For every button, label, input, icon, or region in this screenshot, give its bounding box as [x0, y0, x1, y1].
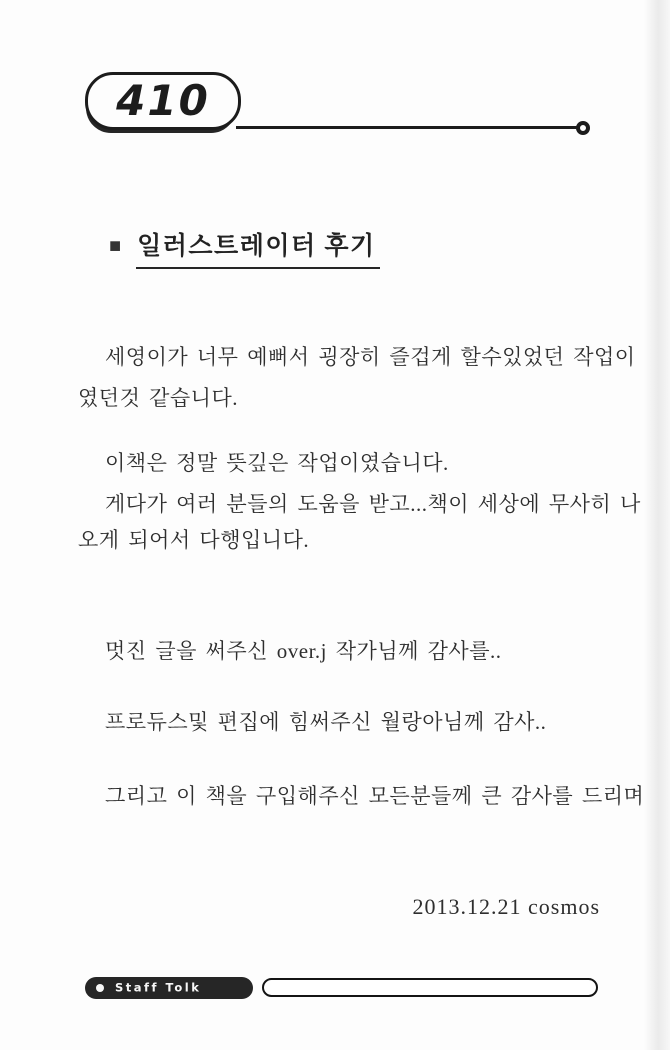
body-line: 그리고 이 책을 구입해주신 모든분들께 큰 감사를 드리며 [105, 784, 645, 808]
body-line: 였던것 같습니다. [78, 386, 239, 410]
page-edge-shadow [644, 0, 670, 1050]
staff-talk-label: Staff Tolk [115, 980, 202, 995]
page-number: 410 [116, 75, 210, 125]
body-line: 프로듀스및 편집에 힘써주신 월랑아님께 감사.. [105, 710, 547, 734]
date-signature: 2013.12.21 cosmos [412, 894, 600, 919]
square-bullet-icon: ■ [109, 234, 122, 257]
body-line: 세영이가 너무 예뻐서 굉장히 즐겁게 할수있었던 작업이 [105, 345, 636, 369]
page-number-badge [85, 72, 241, 130]
body-line: 이책은 정말 뜻깊은 작업이였습니다. [105, 451, 449, 475]
body-line: 게다가 여러 분들의 도움을 받고...책이 세상에 무사히 나 [105, 492, 641, 516]
bullet-dot-icon [96, 984, 104, 992]
staff-talk-badge [85, 977, 253, 999]
section-heading [109, 226, 380, 269]
section-heading-text: 일러스트레이터 후기 [136, 226, 380, 269]
footer-outline-pill [262, 978, 598, 997]
line-end-ring-icon [576, 121, 590, 135]
header-rule [236, 126, 582, 129]
body-line: 멋진 글을 써주신 over.j 작가님께 감사를.. [105, 639, 502, 663]
body-line: 오게 되어서 다행입니다. [78, 528, 310, 552]
